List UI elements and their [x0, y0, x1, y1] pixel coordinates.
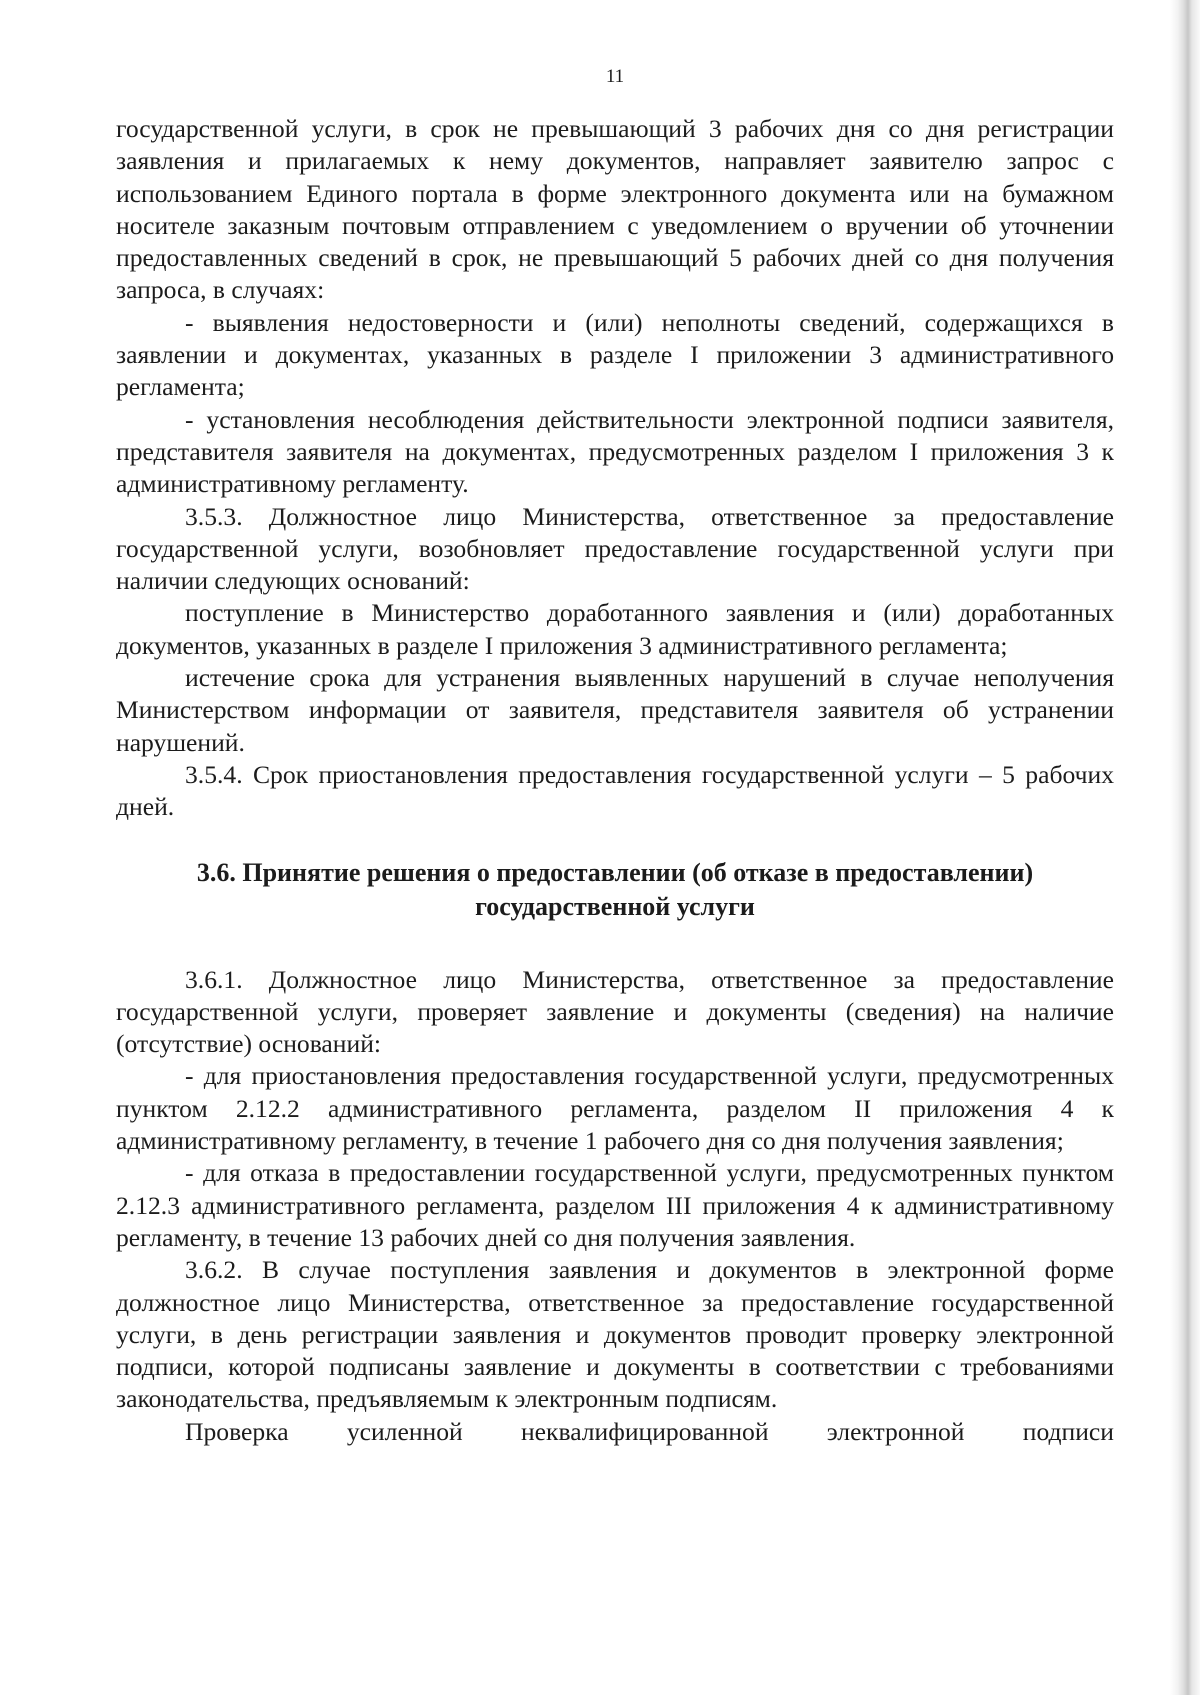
section-heading — [116, 856, 1114, 924]
paragraph-7: 3.5.4. Срок приостановления предоставления государственной услуги – 5 рабочих дней. — [116, 759, 1114, 822]
paragraph-5: поступление в Министерство доработанного заявления и (или) доработанных документов, указанных в разделе I приложения 3 административного регламента; — [116, 598, 1114, 660]
paragraph-8: 3.6.1. Должностное лицо Министерства, ответственное за предоставление государственной услуги, проверяет заявление и документы (сведения) на наличие (отсутствие) оснований: — [116, 964, 1114, 1059]
document-body — [116, 113, 1114, 1448]
paragraph-9: - для приостановления предоставления государственной услуги, предусмотренных пунктом 2.12.2 административного регламента, разделом II приложения 4 к административному регламенту, в течение 1 рабочего дня со дня получения заявления; — [116, 1061, 1114, 1156]
paragraph-12: Проверка усиленной неквалифицированной электронной подписи — [185, 1416, 1114, 1446]
page-edge-shadow — [1170, 0, 1200, 1695]
section-heading-line-2: государственной услуги — [475, 891, 755, 921]
paragraph-10: - для отказа в предоставлении государственной услуги, предусмотренных пунктом 2.12.3 административного регламента, разделом III приложения 4 к административному регламенту, в течение 13 рабочих дней со дня получения заявления. — [116, 1158, 1114, 1252]
paragraph-3: - установления несоблюдения действительности электронной подписи заявителя, представителя заявителя на документах, предусмотренных разделом I приложения 3 к административному регламенту. — [116, 404, 1114, 499]
paragraph-6: истечение срока для устранения выявленных нарушений в случае неполучения Министерством информации от заявителя, представителя заявителя об устранении нарушений. — [116, 663, 1114, 757]
paragraph-4: 3.5.3. Должностное лицо Министерства, ответственное за предоставление государственной услуги, возобновляет предоставление государственной услуги при наличии следующих оснований: — [116, 501, 1114, 596]
paragraph-2: - выявления недостоверности и (или) неполноты сведений, содержащихся в заявлении и документах, указанных в разделе I приложении 3 административного регламента; — [116, 307, 1114, 402]
paragraph-11: 3.6.2. В случае поступления заявления и документов в электронной форме должностное лицо Министерства, ответственное за предоставление государственной услуги, в день регистрации заявления и документов проводит проверку электронной подписи, которой подписаны заявление и документы в соответствии с требованиями законодательства, предъявляемым к электронным подписям. — [116, 1255, 1114, 1414]
paragraph-1: государственной услуги, в срок не превышающий 3 рабочих дня со дня регистрации заявления и прилагаемых к нему документов, направляет заявителю запрос с использованием Единого портала в форме электронного документа или на бумажном носителе заказным почтовым отправлением с уведомлением о вручении об уточнении предоставленных сведений в срок, не превышающий 5 рабочих дней со дня получения запроса, в случаях: — [116, 114, 1114, 305]
page-number: 11 — [605, 66, 625, 87]
section-heading-line-1: 3.6. Принятие решения о предоставлении (об отказе в предоставлении) — [196, 857, 1034, 887]
